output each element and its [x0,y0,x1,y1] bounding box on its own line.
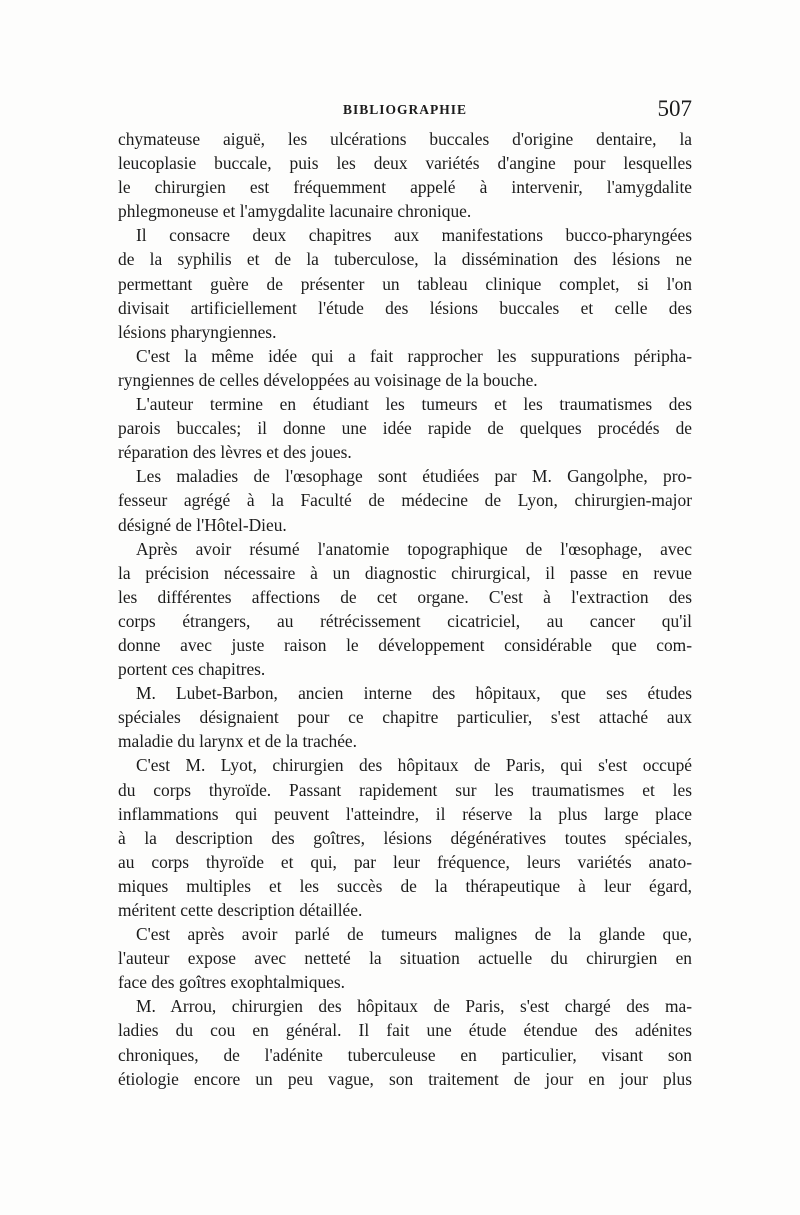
running-title: BIBLIOGRAPHIE [342,102,468,117]
text-line: C'est après avoir parlé de tumeurs malignes de la glande que, [136,924,692,945]
text-line: permettant guère de présenter un tableau clinique complet, si l'on [118,273,692,294]
text-line: Après avoir résumé l'anatomie topographique de l'œsophage, avec [136,538,692,559]
text-line: leucoplasie buccale, puis les deux variétés d'angine pour lesquelles [118,153,692,174]
text-line: M. Arrou, chirurgien des hôpitaux de Paris, s'est chargé des ma- [136,996,692,1017]
text-line: désigné de l'Hôtel-Dieu. [118,514,287,535]
page-number: 507 [657,96,692,121]
text-line: le chirurgien est fréquemment appelé à intervenir, l'amygdalite [118,177,692,198]
text-line: portent ces chapitres. [118,659,266,680]
text-line: corps étrangers, au rétrécissement cicatriciel, au cancer qu'il [118,610,692,631]
text-line: Les maladies de l'œsophage sont étudiées par M. Gangolphe, pro- [136,466,692,487]
text-line: M. Lubet-Barbon, ancien interne des hôpitaux, que ses études [136,683,692,704]
text-line: phlegmoneuse et l'amygdalite lacunaire chronique. [118,201,472,222]
text-line: chymateuse aiguë, les ulcérations buccales d'origine dentaire, la [118,129,692,149]
text-line: spéciales désignaient pour ce chapitre particulier, s'est attaché aux [118,707,692,728]
text-line: au corps thyroïde et qui, par leur fréquence, leurs variétés anato- [118,851,692,872]
text-line: réparation des lèvres et des joues. [118,442,352,463]
text-line: de la syphilis et de la tuberculose, la dissémination des lésions ne [118,249,692,270]
text-line: méritent cette description détaillée. [118,900,363,920]
text-line: les différentes affections de cet organe. C'est à l'extraction des [118,586,692,607]
text-line: C'est M. Lyot, chirurgien des hôpitaux de Paris, qui s'est occupé [136,755,692,776]
text-line: la précision nécessaire à un diagnostic chirurgical, il passe en revue [118,562,692,583]
text-line: face des goîtres exophtalmiques. [118,972,345,993]
text-line: L'auteur termine en étudiant les tumeurs et les traumatismes des [136,394,692,415]
text-line: du corps thyroïde. Passant rapidement sur les traumatismes et les [118,779,692,800]
body-text [118,127,692,1091]
text-line: ladies du cou en général. Il fait une étude étendue des adénites [118,1020,692,1041]
text-line: à la description des goîtres, lésions dégénératives toutes spéciales, [118,827,692,848]
text-line: fesseur agrégé à la Faculté de médecine de Lyon, chirurgien-major [118,490,692,511]
text-line: miques multiples et les succès de la thérapeutique à leur égard, [118,875,692,896]
text-line: donne avec juste raison le développement considérable que com- [118,634,692,655]
text-line: lésions pharyngiennes. [118,321,277,342]
text-line: C'est la même idée qui a fait rapprocher les suppurations péripha- [136,345,692,366]
text-line: Il consacre deux chapitres aux manifestations bucco-pharyngées [136,225,692,246]
text-line: maladie du larynx et de la trachée. [118,731,358,752]
text-line: ryngiennes de celles développées au voisinage de la bouche. [118,369,538,390]
text-line: étiologie encore un peu vague, son traitement de jour en jour plus [118,1068,692,1089]
text-line: parois buccales; il donne une idée rapide de quelques procédés de [118,418,692,439]
text-line: divisait artificiellement l'étude des lésions buccales et celle des [118,297,692,318]
text-line: inflammations qui peuvent l'atteindre, il réserve la plus large place [118,803,692,824]
running-head [118,96,692,126]
text-line: chroniques, de l'adénite tuberculeuse en particulier, visant son [118,1044,692,1065]
text-line: l'auteur expose avec netteté la situation actuelle du chirurgien en [118,948,692,969]
